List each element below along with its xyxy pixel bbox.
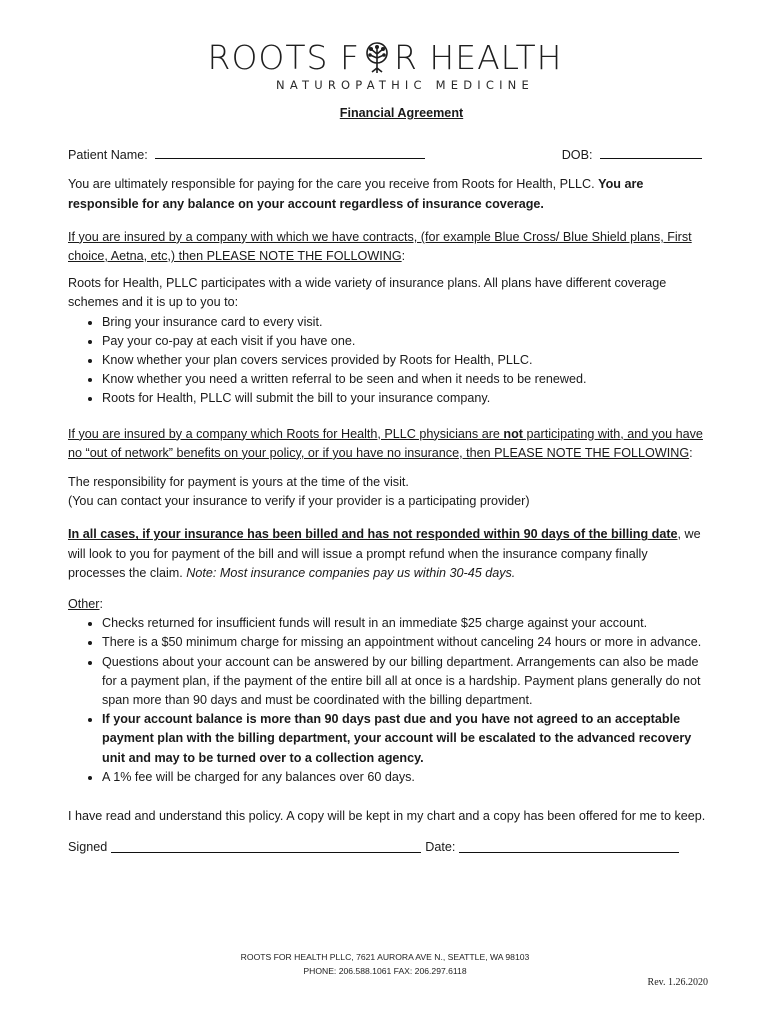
list-item: • Questions about your account can be answered by our billing department. Arrangements can also be made for a payment plan, if the payment of the entire bill all at once is a hardship. Payment plans generally do not span more than 90 days and must be coordinated with the billing department. xyxy=(102,653,708,711)
other-heading-colon: : xyxy=(99,597,103,612)
not-insured-heading xyxy=(68,425,708,463)
all-cases-note: Note: Most insurance companies pay us within 30-45 days. xyxy=(186,565,516,580)
intro-paragraph xyxy=(68,175,708,213)
other-heading-text: Other xyxy=(68,597,100,612)
list-item: • There is a $50 minimum charge for missing an appointment without canceling 24 hours or more in advance. xyxy=(102,633,708,652)
tree-icon xyxy=(362,42,392,74)
patient-name-line[interactable] xyxy=(155,144,425,159)
logo-text-left: ROOTS F xyxy=(207,38,360,77)
roots-for-health-logo xyxy=(0,40,770,92)
list-item-collections-warning: • If your account balance is more than 90 days past due and you have not agreed to an acceptable payment plan with the billing department, your account will be escalated to the advanced recovery unit and may to be turned over to a collection agency. xyxy=(102,710,708,768)
list-item: • A 1% fee will be charged for any balances over 60 days. xyxy=(102,768,708,787)
other-list xyxy=(68,614,708,787)
intro-text: You are ultimately responsible for paying for the care you receive from Roots for Health, PLLC. xyxy=(68,177,599,192)
list-item: • Roots for Health, PLLC will submit the bill to your insurance company. xyxy=(102,389,708,408)
dob-label: DOB: xyxy=(561,148,593,163)
list-item: • Bring your insurance card to every visit. xyxy=(102,313,708,332)
signature-row xyxy=(68,838,708,857)
all-cases-paragraph xyxy=(68,525,708,583)
insured-list xyxy=(68,313,708,409)
footer-address-line: ROOTS FOR HEALTH PLLC, 7621 AURORA AVE N., SEATTLE, WA 98103 xyxy=(240,952,530,962)
logo-wordmark xyxy=(208,40,563,76)
insured-paragraph: Roots for Health, PLLC participates with a wide variety of insurance plans. All plans have different coverage schemes and it is up to you to: xyxy=(68,276,667,310)
not-insured-colon: : xyxy=(689,445,693,460)
footer-phone-line: PHONE: 206.588.1061 FAX: 206.297.6118 xyxy=(303,966,467,976)
insured-heading-text: If you are insured by a company with which we have contracts, (for example Blue Cross/ Blue Shield plans, First choice, Aetna, etc,) then PLEASE NOTE THE FOLLOWING xyxy=(68,229,692,264)
not-insured-text-a: If you are insured by a company which Roots for Health, PLLC physicians are xyxy=(68,426,504,441)
patient-name-label: Patient Name: xyxy=(68,148,148,163)
all-cases-text: , we will look to you for payment of the bill and will issue a prompt refund when the insurance company finally processes the claim. xyxy=(68,527,701,580)
not-insured-text-b: participating with, and you have no “out of network” benefits on your policy, or if you have no insurance, then PLEASE NOTE THE FOLLOWING xyxy=(68,426,703,460)
other-heading xyxy=(68,595,708,614)
date-label: Date: xyxy=(425,840,456,855)
acknowledgement-paragraph: I have read and understand this policy. A copy will be kept in my chart and a copy has been offered for me to keep. xyxy=(68,809,706,824)
list-item: • Pay your co-pay at each visit if you have one. xyxy=(102,332,708,351)
dob-field xyxy=(562,144,702,165)
responsibility-line-2: (You can contact your insurance to verify if your provider is a participating provider) xyxy=(68,494,530,509)
page-title: Financial Agreement xyxy=(339,106,464,120)
agreement-body xyxy=(68,104,708,858)
all-cases-bold: In all cases, if your insurance has been billed and has not responded within 90 days of the billing date xyxy=(68,527,678,542)
intro-bold-text: You are responsible for any balance on your account regardless of insurance coverage. xyxy=(68,177,644,211)
responsibility-line-1: The responsibility for payment is yours at the time of the visit. xyxy=(68,475,409,490)
signed-label: Signed xyxy=(68,840,108,855)
insured-heading-colon: : xyxy=(401,249,406,264)
patient-name-field xyxy=(68,144,425,165)
footer-address xyxy=(0,950,770,978)
dob-line[interactable] xyxy=(600,144,702,159)
not-insured-bold: not xyxy=(503,426,523,441)
signature-line[interactable] xyxy=(111,838,421,853)
revision-date: Rev. 1.26.2020 xyxy=(647,977,708,988)
logo-subtitle: NATUROPATHIC MEDICINE xyxy=(276,78,534,92)
list-item: • Checks returned for insufficient funds will result in an immediate $25 charge against your account. xyxy=(102,614,708,633)
insured-heading xyxy=(68,228,708,266)
list-item: • Know whether your plan covers services provided by Roots for Health, PLLC. xyxy=(102,351,708,370)
list-item: • Know whether you need a written referral to be seen and when it needs to be renewed. xyxy=(102,370,708,389)
date-line[interactable] xyxy=(459,838,679,853)
patient-info-row xyxy=(68,144,708,165)
logo-text-right: R HEALTH xyxy=(393,38,563,77)
